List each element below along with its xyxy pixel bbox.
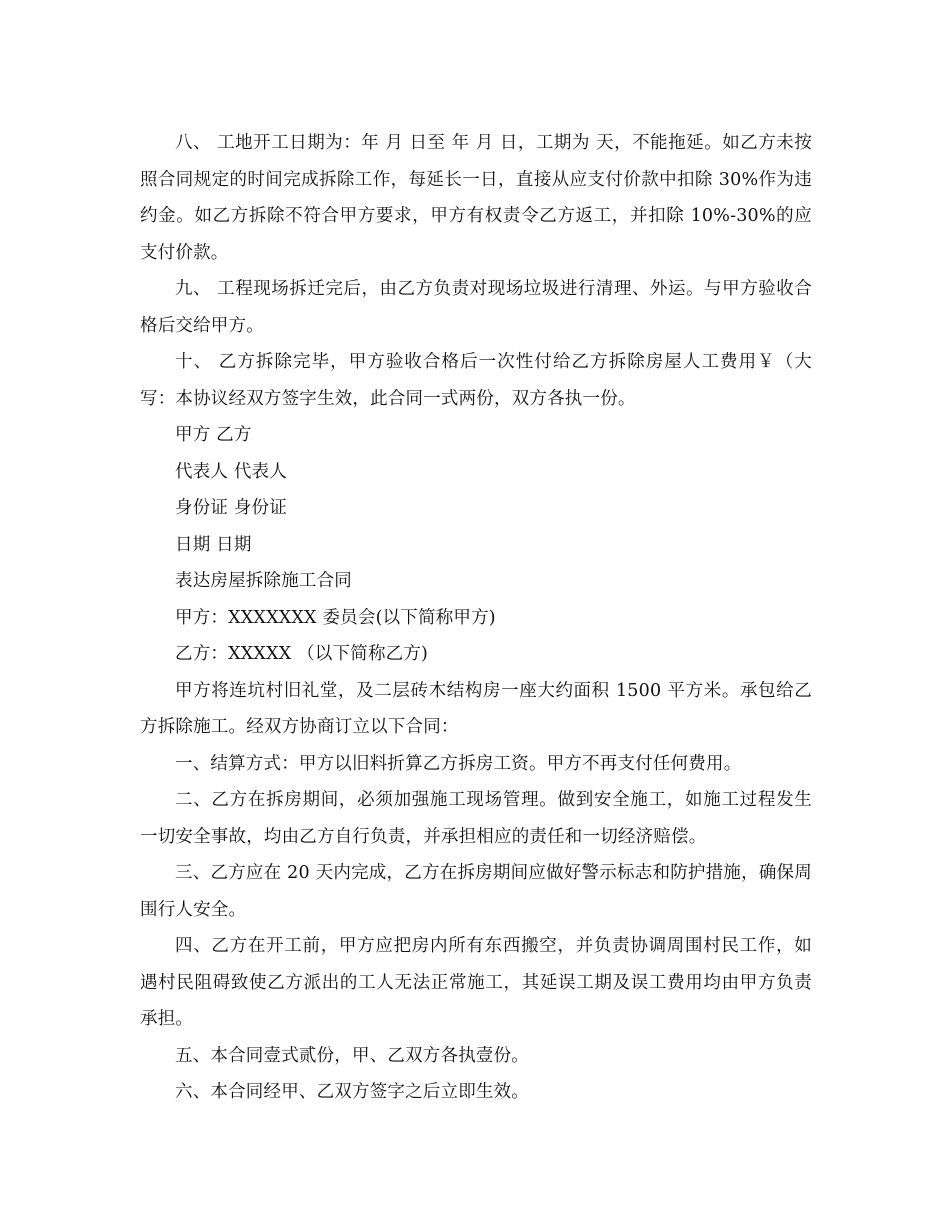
contract-intro: 甲方将连坑村旧礼堂，及二层砖木结构房一座大约面积 1500 平方米。承包给乙方拆除施工。经双方协商订立以下合同： bbox=[140, 680, 812, 737]
clause-8-start-date: 八、 工地开工日期为：年 月 日至 年 月 日，工期为 天，不能拖延。如乙方未按照合同规定的时间完成拆除工作，每延长一日，直接从应支付价款中扣除 30%作为违约金。如乙方拆除不符合甲方要求，甲方有权责令乙方返工，并扣除 10%-30%的应支付价款。 bbox=[140, 133, 812, 263]
clause-1-settlement: 一、结算方式：甲方以旧料折算乙方拆房工资。甲方不再支付任何费用。 bbox=[175, 753, 742, 774]
clause-5-copies: 五、本合同壹式贰份，甲、乙双方各执壹份。 bbox=[175, 1045, 529, 1066]
document-body bbox=[140, 125, 812, 1111]
signature-representative-line: 代表人 代表人 bbox=[175, 461, 287, 482]
party-a-line: 甲方：XXXXXXX 委员会(以下简称甲方) bbox=[175, 607, 496, 628]
clause-9-cleanup: 九、 工程现场拆迁完后，由乙方负责对现场垃圾进行清理、外运。与甲方验收合格后交给甲方。 bbox=[140, 279, 812, 336]
signature-party-line: 甲方 乙方 bbox=[175, 425, 252, 445]
signature-id-line: 身份证 身份证 bbox=[175, 498, 287, 518]
signature-date-line: 日期 日期 bbox=[175, 534, 252, 555]
clause-10-payment: 十、 乙方拆除完毕，甲方验收合格后一次性付给乙方拆除房屋人工费用￥（大写：本协议经双方签字生效，此合同一式两份，双方各执一份。 bbox=[140, 352, 812, 409]
clause-2-safety: 二、乙方在拆房期间，必须加强施工现场管理。做到安全施工，如施工过程发生一切安全事故，均由乙方自行负责，并承担相应的责任和一切经济赔偿。 bbox=[140, 790, 812, 847]
clause-4-preparation: 四、乙方在开工前，甲方应把房内所有东西搬空，并负责协调周围村民工作，如遇村民阻碍致使乙方派出的工人无法正常施工，其延误工期及误工费用均由甲方负责承担。 bbox=[140, 936, 812, 1029]
clause-6-effective: 六、本合同经甲、乙双方签字之后立即生效。 bbox=[175, 1082, 529, 1102]
contract-title: 表达房屋拆除施工合同 bbox=[175, 571, 352, 591]
clause-3-duration: 三、乙方应在 20 天内完成，乙方在拆房期间应做好警示标志和防护措施，确保周围行人安全。 bbox=[140, 863, 812, 920]
party-b-line: 乙方：XXXXX （以下简称乙方) bbox=[175, 644, 429, 664]
